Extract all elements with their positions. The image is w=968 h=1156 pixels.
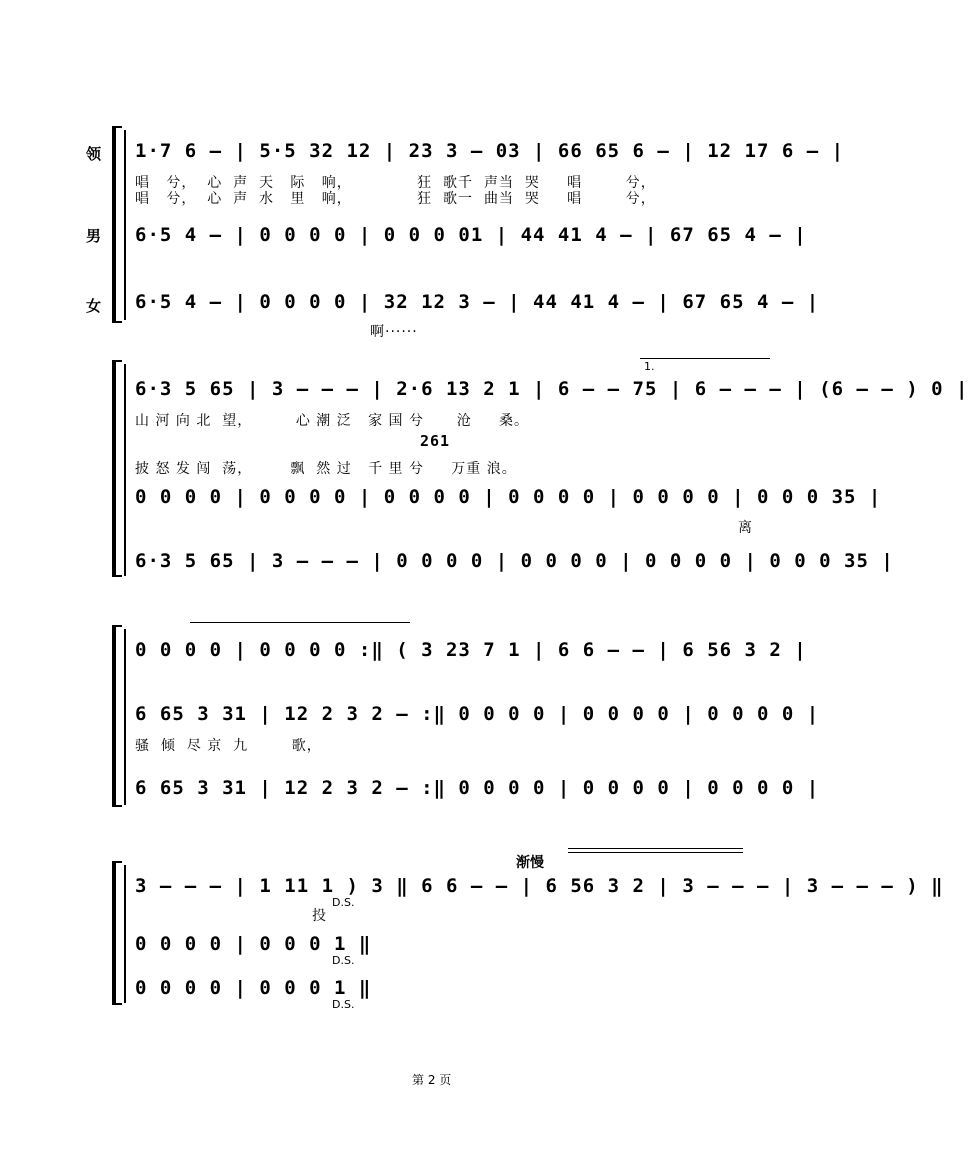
ds-marking: D.S. (332, 998, 355, 1011)
female-notes: 6·3 5 65 | 3 – – – | 0 0 0 0 | 0 0 0 0 | 0 0 0 0 | 0 0 0 35 | (135, 550, 894, 572)
female-lyric: 啊······ (370, 324, 418, 340)
male-notes: 6·5 4 – | 0 0 0 0 | 0 0 0 01 | 44 41 4 – | 67 65 4 – | (135, 224, 807, 246)
part-label-female: 女 (86, 297, 102, 315)
system4-line (124, 865, 126, 1003)
volta-bracket (640, 358, 770, 359)
system1-line (124, 130, 126, 320)
ritardando-line (568, 848, 743, 849)
female-notes: 6 65 3 31 | 12 2 3 2 – :‖ 0 0 0 0 | 0 0 0 0 | 0 0 0 0 | (135, 777, 820, 799)
tempo-marking: 渐慢 (516, 855, 544, 871)
lead-notes: 3 – – – | 1 11 1 ) 3 ‖ 6 6 – – | 6 56 3 2 | 3 – – – | 3 – – – ) ‖ (135, 875, 944, 897)
brace-cap (112, 321, 122, 323)
ds-marking: D.S. (332, 954, 355, 967)
lead-notes: 6·3 5 65 | 3 – – – | 2·6 13 2 1 | 6 – – 75 | 6 – – – | (6 – – ) 0 | (135, 378, 968, 400)
lead-lyric-verse2: 披 怒 发 闯 荡， 飘 然 过 千 里 兮 万重 浪。 (135, 461, 517, 477)
lead-lyric-verse1: 唱 兮， 心 声 天 际 响， 狂 歌千 声当 哭 唱 兮， (135, 175, 656, 191)
page-number: 第 2 页 (412, 1073, 452, 1087)
lead-lyric-verse1: 山 河 向 北 望， 心 潮 泛 家 国 兮 沧 桑。 (135, 413, 529, 429)
system3-brace (112, 627, 116, 807)
system1-brace (112, 128, 116, 323)
volta-bracket (190, 622, 410, 623)
male-notes: 6 65 3 31 | 12 2 3 2 – :‖ 0 0 0 0 | 0 0 0 0 | 0 0 0 0 | (135, 703, 820, 725)
system2-line (124, 364, 126, 576)
female-notes: 0 0 0 0 | 0 0 0 1 ‖ (135, 977, 372, 999)
male-notes: 0 0 0 0 | 0 0 0 1 ‖ (135, 933, 372, 955)
lead-lyric-verse2: 唱 兮， 心 声 水 里 响， 狂 歌一 曲当 哭 唱 兮， (135, 191, 656, 207)
brace-cap (112, 805, 122, 807)
system4-brace (112, 863, 116, 1005)
part-label-male: 男 (86, 227, 102, 245)
ds-marking: D.S. (332, 896, 355, 909)
male-lyric: 骚 倾 尽 京 九 歌， (135, 738, 322, 754)
lead-lyric: 投 (312, 908, 327, 924)
part-label-lead: 领 (86, 145, 102, 163)
male-notes: 0 0 0 0 | 0 0 0 0 | 0 0 0 0 | 0 0 0 0 | 0 0 0 0 | 0 0 0 35 | (135, 486, 882, 508)
ritardando-line (568, 852, 743, 853)
volta-label: 1. (644, 360, 655, 373)
brace-cap (112, 861, 122, 863)
lead-notes: 0 0 0 0 | 0 0 0 0 :‖ ( 3 23 7 1 | 6 6 – – | 6 56 3 2 | (135, 639, 807, 661)
alt-notes: 261 (420, 432, 451, 450)
brace-cap (112, 360, 122, 362)
female-notes: 6·5 4 – | 0 0 0 0 | 32 12 3 – | 44 41 4 – | 67 65 4 – | (135, 291, 820, 313)
brace-cap (112, 126, 122, 128)
lead-notes: 1·7 6 – | 5·5 32 12 | 23 3 – 03 | 66 65 6 – | 12 17 6 – | (135, 140, 845, 162)
system2-brace (112, 362, 116, 577)
brace-cap (112, 1003, 122, 1005)
brace-cap (112, 575, 122, 577)
brace-cap (112, 625, 122, 627)
male-lyric: 离 (738, 520, 753, 536)
system3-line (124, 629, 126, 805)
